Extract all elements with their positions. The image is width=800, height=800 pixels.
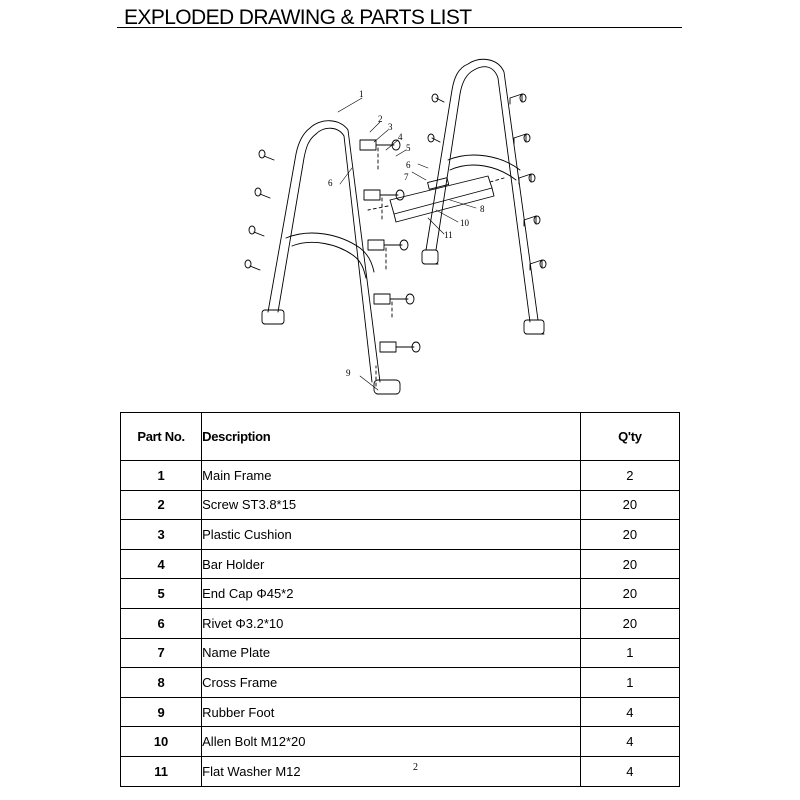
title-underline xyxy=(117,27,682,28)
callout-9: 9 xyxy=(346,368,351,378)
part-no-cell: 2 xyxy=(121,490,202,520)
page-number: 2 xyxy=(413,762,418,773)
callout-11: 11 xyxy=(444,230,453,240)
description-cell: Cross Frame xyxy=(202,668,581,698)
back-frame-pegs xyxy=(428,94,546,270)
description-cell: Main Frame xyxy=(202,461,581,491)
table-header-row xyxy=(121,413,680,461)
table-row xyxy=(121,697,680,727)
qty-cell: 20 xyxy=(580,579,679,609)
table-row xyxy=(121,490,680,520)
callout-5: 5 xyxy=(406,143,411,153)
qty-cell: 20 xyxy=(580,608,679,638)
description-cell: Rivet Φ3.2*10 xyxy=(202,608,581,638)
header-part-no: Part No. xyxy=(121,413,202,461)
description-cell: Flat Washer M12 xyxy=(202,756,581,786)
qty-cell: 20 xyxy=(580,549,679,579)
part-no-cell: 1 xyxy=(121,461,202,491)
table-row xyxy=(121,520,680,550)
qty-cell: 1 xyxy=(580,638,679,668)
part-no-cell: 9 xyxy=(121,697,202,727)
part-no-cell: 8 xyxy=(121,668,202,698)
table-row xyxy=(121,549,680,579)
header-qty: Q'ty xyxy=(580,413,679,461)
callout-7: 7 xyxy=(404,172,409,182)
table-row xyxy=(121,756,680,786)
callout-labels xyxy=(328,89,485,378)
table-row xyxy=(121,668,680,698)
callout-3: 3 xyxy=(388,122,393,132)
exploded-drawing xyxy=(240,50,580,400)
assembly-lines xyxy=(376,148,392,386)
description-cell: Screw ST3.8*15 xyxy=(202,490,581,520)
qty-cell: 20 xyxy=(580,520,679,550)
description-cell: End Cap Φ45*2 xyxy=(202,579,581,609)
callout-1: 1 xyxy=(359,89,364,99)
table-row xyxy=(121,461,680,491)
cross-frame-drawing xyxy=(368,176,504,222)
part-no-cell: 11 xyxy=(121,756,202,786)
qty-cell: 2 xyxy=(580,461,679,491)
callout-10: 10 xyxy=(460,218,469,228)
page-title: EXPLODED DRAWING & PARTS LIST xyxy=(124,6,472,29)
description-cell: Allen Bolt M12*20 xyxy=(202,727,581,757)
part-no-cell: 6 xyxy=(121,608,202,638)
parts-list-table xyxy=(120,412,680,787)
part-no-cell: 5 xyxy=(121,579,202,609)
front-frame-drawing xyxy=(262,121,400,394)
part-no-cell: 10 xyxy=(121,727,202,757)
description-cell: Plastic Cushion xyxy=(202,520,581,550)
front-frame-holders xyxy=(245,140,420,352)
callout-leaders xyxy=(338,98,476,390)
header-description: Description xyxy=(202,413,581,461)
table-row xyxy=(121,579,680,609)
callout-8: 8 xyxy=(480,204,485,214)
part-no-cell: 7 xyxy=(121,638,202,668)
qty-cell: 20 xyxy=(580,490,679,520)
table-row xyxy=(121,638,680,668)
table-row xyxy=(121,727,680,757)
qty-cell: 1 xyxy=(580,668,679,698)
callout-6-lower: 6 xyxy=(328,178,333,188)
description-cell: Rubber Foot xyxy=(202,697,581,727)
callout-2: 2 xyxy=(378,114,383,124)
table-row xyxy=(121,608,680,638)
qty-cell: 4 xyxy=(580,727,679,757)
description-cell: Name Plate xyxy=(202,638,581,668)
part-no-cell: 3 xyxy=(121,520,202,550)
qty-cell: 4 xyxy=(580,697,679,727)
callout-6-upper: 6 xyxy=(406,160,411,170)
callout-4: 4 xyxy=(398,132,403,142)
description-cell: Bar Holder xyxy=(202,549,581,579)
qty-cell: 4 xyxy=(580,756,679,786)
part-no-cell: 4 xyxy=(121,549,202,579)
